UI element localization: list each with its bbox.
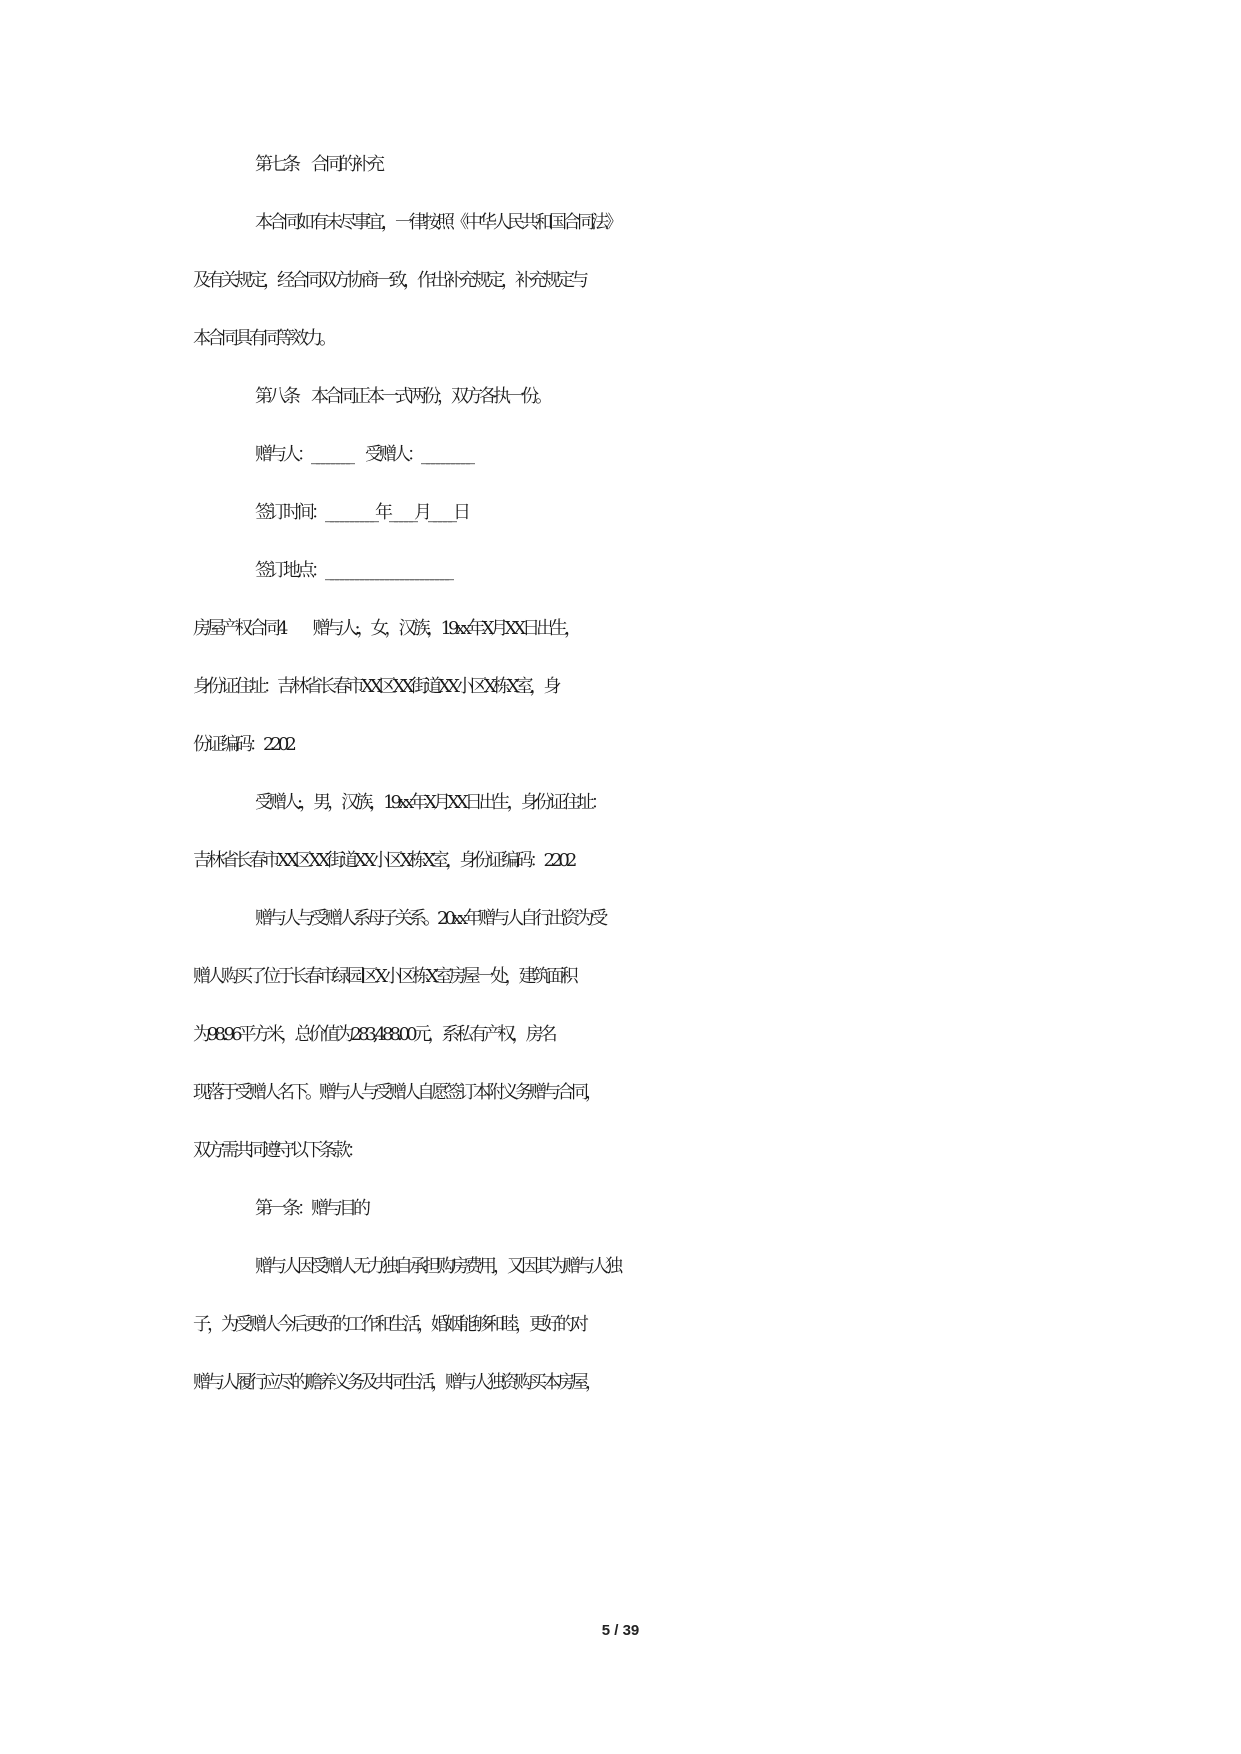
signing-place-line: 签订地点：_________________________ (255, 560, 450, 581)
paragraph-line: 子，为受赠人今后更好的工作和生活，婚姻能够和睦，更好的对 (193, 1314, 585, 1335)
paragraph-line: 为98.96平方米，总价值为283,488.00元，系私有产权，房名 (193, 1024, 554, 1045)
paragraph-line: 现落于受赠人名下。赠与人与受赠人自愿签订本附义务赠与合同， (193, 1082, 599, 1103)
paragraph-line: 双方需共同遵守以下条款： (193, 1140, 361, 1161)
article-1-heading: 第一条：赠与目的 (255, 1198, 367, 1219)
paragraph-line: 赠与人履行应尽的赡养义务及共同生活，赠与人独资购买本房屋， (193, 1372, 599, 1393)
paragraph-line: 及有关规定，经合同双方协商一致，作出补充规定，补充规定与 (193, 270, 585, 291)
paragraph-line: 赠人购买了位于长春市绿园区X小区栋X室房屋一处，建筑面积 (193, 966, 575, 987)
paragraph-line: 受赠人:，男，汉族，19xx年X月XX日出生，身份证住址： (255, 792, 605, 813)
paragraph-line: 份证编码：2202 (193, 734, 293, 755)
page-number: 5 / 39 (601, 1622, 640, 1639)
article-8-line: 第八条 本合同正本一式两份，双方各执一份。 (255, 386, 549, 407)
paragraph-line: 身份证住址：吉林省长春市XX区XX街道XX小区X栋X室，身 (193, 676, 558, 697)
paragraph-line: 赠与人因受赠人无力独自承担购房费用，又因其为赠与人独 (255, 1256, 619, 1277)
signatories-line: 赠与人：________ 受赠人：__________ (255, 444, 471, 465)
paragraph-line: 本合同具有同等效力。 (193, 328, 333, 349)
contract-4-heading-line: 房屋产权合同4 赠与人:，女，汉族，19xx年X月XX日出生， (193, 618, 579, 639)
paragraph-line: 赠与人与受赠人系母子关系。20xx年赠与人自行出资为受 (255, 908, 605, 929)
paragraph-line: 吉林省长春市XX区XX街道XX小区X栋X室，身份证编码：2202 (193, 850, 574, 871)
article-7-heading: 第七条 合同的补充 (255, 154, 381, 175)
paragraph-line: 本合同如有未尽事宜，一律按照《中华人民共和国合同法》 (255, 212, 619, 233)
signing-date-line: 签订时间：__________年_____月_____日 (255, 502, 467, 523)
